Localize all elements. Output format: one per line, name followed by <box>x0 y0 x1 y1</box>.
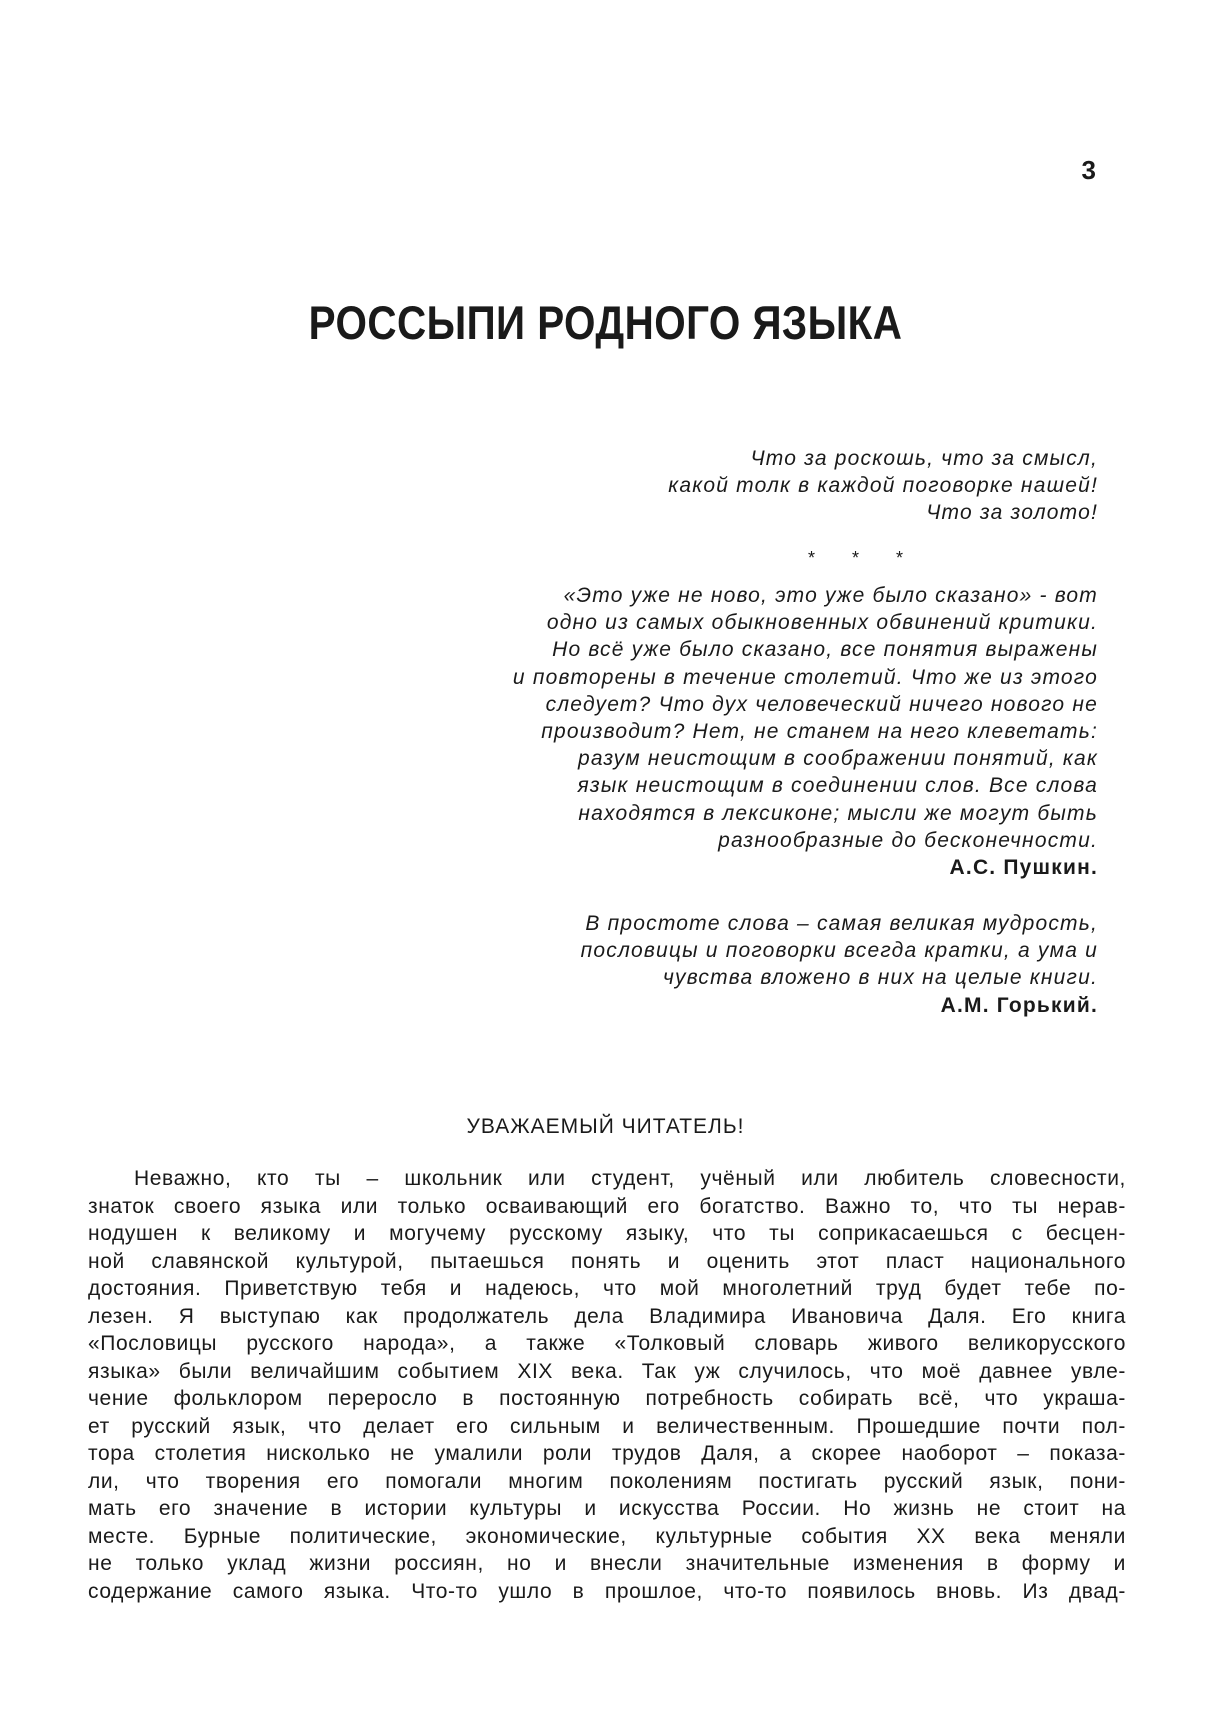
epigraph-author: А.С. Пушкин. <box>949 856 1098 880</box>
body-line: «Пословицы русского народа», а также «Толковый словарь живого великорусского <box>88 1332 1126 1355</box>
epigraph-line: следует? Что дух человеческий ничего нового не <box>545 692 1098 716</box>
body-line: нодушен к великому и могучему русскому языку, что ты соприкасаешься с бесцен- <box>88 1222 1126 1245</box>
epigraph-line: разум неистощим в соображении понятий, как <box>578 747 1098 771</box>
body-line: достояния. Приветствую тебя и надеюсь, что мой многолетний труд будет тебе по- <box>88 1277 1126 1300</box>
epigraph-line: Что за золото! <box>926 501 1098 525</box>
epigraph-line: В простоте слова – самая великая мудрость, <box>585 912 1098 935</box>
epigraph-line: чувства вложено в них на целые книги. <box>662 966 1098 990</box>
epigraph-line: и повторены в течение столетий. Что же из этого <box>512 665 1098 689</box>
body-line: месте. Бурные политические, экономические, культурные события XX века меняли <box>88 1524 1126 1548</box>
epigraph-pushkin <box>513 582 1098 881</box>
body-line: лезен. Я выступаю как продолжатель дела Владимира Ивановича Даля. Его книга <box>88 1304 1126 1328</box>
body-line: тора столетия нисколько не умалили роли трудов Даля, а скорее наоборот – показа- <box>88 1442 1126 1465</box>
body-line: не только уклад жизни россиян, но и внесли значительные изменения в форму и <box>88 1552 1126 1575</box>
body-line: ной славянской культурой, пытаешься понять и оценить этот пласт национального <box>88 1249 1126 1273</box>
separator-stars: * * * <box>808 548 920 568</box>
body-line: чение фольклором переросло в постоянную потребность собирать всё, что украша- <box>88 1387 1126 1410</box>
epigraph-line: находятся в лексиконе; мысли же могут быть <box>578 801 1098 825</box>
preface-heading: УВАЖАЕМЫЙ ЧИТАТЕЛЬ! <box>466 1115 745 1138</box>
epigraph-line: Что за роскошь, что за смысл, <box>750 447 1098 470</box>
page-number: 3 <box>1081 155 1096 185</box>
epigraph-line: производит? Нет, не станем на него клеветать: <box>541 720 1098 744</box>
epigraph-line: язык неистощим в соединении слов. Все слова <box>577 774 1098 798</box>
epigraph-gorky <box>581 910 1098 1019</box>
body-line: мать его значение в истории культуры и искусства России. Но жизнь не стоит на <box>88 1497 1126 1520</box>
page-title: РОССЫПИ РОДНОГО ЯЗЫКА <box>308 296 903 349</box>
epigraph-line: пословицы и поговорки всегда кратки, а ума и <box>580 939 1098 963</box>
epigraph-dal <box>668 445 1098 527</box>
epigraph-author: А.М. Горький. <box>940 993 1098 1017</box>
body-line: Неважно, кто ты – школьник или студент, учёный или любитель словесности, <box>134 1167 1126 1190</box>
epigraph-line: разнообразные до бесконечности. <box>718 828 1098 852</box>
preface-body <box>88 1165 1126 1605</box>
body-line: знаток своего языка или только осваивающий его богатство. Важно то, что ты нерав- <box>88 1194 1126 1218</box>
body-line: содержание самого языка. Что-то ушло в прошлое, что-то появилось вновь. Из двад- <box>88 1579 1126 1603</box>
epigraph-line: какой толк в каждой поговорке нашей! <box>668 474 1098 498</box>
epigraph-line: Но всё уже было сказано, все понятия выражены <box>552 638 1098 662</box>
body-line: ет русский язык, что делает его сильным и величественным. Прошедшие почти пол- <box>88 1414 1126 1438</box>
epigraph-line: одно из самых обыкновенных обвинений критики. <box>546 611 1098 635</box>
epigraph-line: «Это уже не ново, это уже было сказано» - вот <box>563 584 1098 607</box>
body-line: ли, что творения его помогали многим поколениям постигать русский язык, пони- <box>88 1469 1126 1493</box>
body-line: языка» были величайшим событием XIX века. Так уж случилось, что моё давнее увле- <box>88 1359 1126 1383</box>
